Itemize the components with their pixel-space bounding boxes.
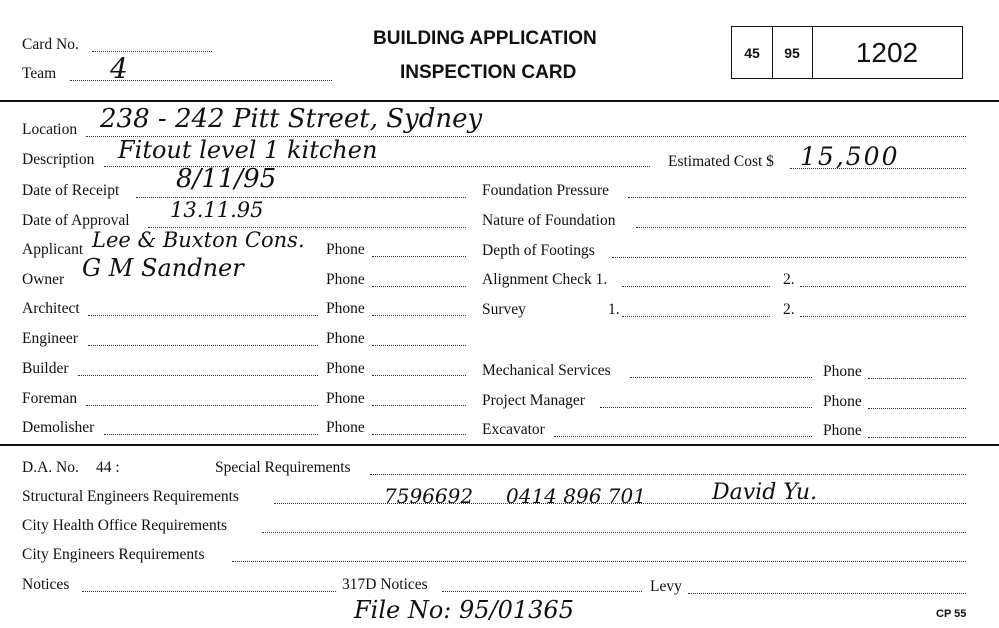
header-divider — [0, 100, 999, 102]
date-receipt-value: 8/11/95 — [176, 164, 277, 194]
mid-divider — [0, 444, 999, 446]
demolisher-label: Demolisher — [22, 419, 95, 436]
date-approval-label: Date of Approval — [22, 212, 130, 229]
survey-1-field[interactable] — [622, 316, 770, 317]
health-field[interactable] — [262, 532, 966, 533]
location-value: 238 - 242 Pitt Street, Sydney — [100, 104, 483, 134]
applicant-label: Applicant — [22, 241, 84, 258]
title-line-2: INSPECTION CARD — [400, 62, 577, 83]
box-code-2: 95 — [772, 27, 813, 78]
da-no-value: 44 : — [96, 459, 120, 476]
city-eng-field[interactable] — [232, 561, 966, 562]
notices-field[interactable] — [82, 591, 336, 592]
engineer-phone-label: Phone — [326, 330, 365, 347]
estimated-cost-value: 15,500 — [800, 142, 900, 171]
project-manager-label: Project Manager — [482, 392, 585, 409]
team-value: 4 — [110, 52, 128, 85]
excavator-field[interactable] — [554, 436, 812, 437]
project-manager-phone-label: Phone — [823, 393, 862, 410]
demolisher-field[interactable] — [104, 434, 318, 435]
builder-phone-label: Phone — [326, 360, 365, 377]
applicant-phone-label: Phone — [326, 241, 365, 258]
mechanical-phone-label: Phone — [823, 363, 862, 380]
mechanical-label: Mechanical Services — [482, 362, 611, 379]
excavator-phone-field[interactable] — [868, 437, 966, 438]
levy-field[interactable] — [688, 593, 966, 594]
applicant-phone-field[interactable] — [372, 256, 466, 257]
description-value: Fitout level 1 kitchen — [118, 136, 378, 164]
notices-317d-label: 317D Notices — [342, 576, 428, 593]
special-req-field[interactable] — [370, 474, 966, 475]
depth-footings-field[interactable] — [612, 257, 966, 258]
builder-label: Builder — [22, 360, 69, 377]
structural-value-2: 0414 896 701 — [506, 484, 646, 508]
card-no-label: Card No. — [22, 36, 79, 53]
location-label: Location — [22, 121, 78, 138]
owner-value: G M Sandner — [82, 254, 244, 282]
survey-label: Survey — [482, 301, 526, 318]
architect-field[interactable] — [88, 315, 318, 316]
excavator-phone-label: Phone — [823, 422, 862, 439]
engineer-field[interactable] — [88, 345, 318, 346]
date-receipt-label: Date of Receipt — [22, 182, 120, 199]
depth-footings-label: Depth of Footings — [482, 242, 595, 259]
owner-phone-label: Phone — [326, 271, 365, 288]
health-label: City Health Office Requirements — [22, 517, 228, 534]
foreman-phone-field[interactable] — [372, 405, 466, 406]
file-no: File No: 95/01365 — [354, 596, 574, 624]
structural-label: Structural Engineers Requirements — [22, 488, 239, 505]
alignment-check-2-label: 2. — [783, 271, 795, 288]
description-label: Description — [22, 151, 95, 168]
builder-phone-field[interactable] — [372, 375, 466, 376]
form-code: CP 55 — [936, 608, 967, 620]
applicant-value: Lee & Buxton Cons. — [92, 228, 305, 252]
mechanical-phone-field[interactable] — [868, 378, 966, 379]
project-manager-field[interactable] — [600, 407, 812, 408]
survey-2-label: 2. — [783, 301, 795, 318]
card-number: 1202 — [855, 36, 919, 68]
demolisher-phone-field[interactable] — [372, 434, 466, 435]
owner-label: Owner — [22, 271, 65, 288]
da-no-label: D.A. No. — [22, 459, 79, 476]
nature-foundation-field[interactable] — [636, 227, 966, 228]
mechanical-field[interactable] — [630, 377, 812, 378]
engineer-label: Engineer — [22, 330, 78, 347]
title-line-1: BUILDING APPLICATION — [373, 28, 597, 49]
survey-1-label: 1. — [608, 301, 620, 318]
architect-label: Architect — [22, 300, 80, 317]
estimated-cost-label: Estimated Cost $ — [668, 153, 774, 170]
city-eng-label: City Engineers Requirements — [22, 546, 205, 563]
architect-phone-field[interactable] — [372, 315, 466, 316]
alignment-check-label: Alignment Check 1. — [482, 271, 608, 288]
notices-label: Notices — [22, 576, 70, 593]
structural-value-1: 7596692 — [384, 484, 474, 508]
levy-label: Levy — [650, 578, 682, 595]
alignment-check-1-field[interactable] — [622, 286, 770, 287]
demolisher-phone-label: Phone — [326, 419, 365, 436]
project-manager-phone-field[interactable] — [868, 408, 966, 409]
foreman-field[interactable] — [86, 405, 318, 406]
foreman-phone-label: Phone — [326, 390, 365, 407]
notices-317d-field[interactable] — [442, 591, 642, 592]
card-number-box — [731, 26, 963, 79]
foundation-pressure-label: Foundation Pressure — [482, 182, 610, 199]
engineer-phone-field[interactable] — [372, 345, 466, 346]
builder-field[interactable] — [78, 375, 318, 376]
foundation-pressure-field[interactable] — [628, 197, 966, 198]
alignment-check-2-field[interactable] — [800, 286, 966, 287]
survey-2-field[interactable] — [800, 316, 966, 317]
excavator-label: Excavator — [482, 421, 545, 438]
foreman-label: Foreman — [22, 390, 78, 407]
owner-phone-field[interactable] — [372, 286, 466, 287]
architect-phone-label: Phone — [326, 300, 365, 317]
nature-foundation-label: Nature of Foundation — [482, 212, 616, 229]
box-code-1: 45 — [732, 27, 773, 78]
team-label: Team — [22, 65, 57, 82]
structural-value-3: David Yu. — [712, 480, 818, 505]
date-approval-value: 13.11.95 — [170, 198, 264, 222]
special-req-label: Special Requirements — [215, 459, 351, 476]
